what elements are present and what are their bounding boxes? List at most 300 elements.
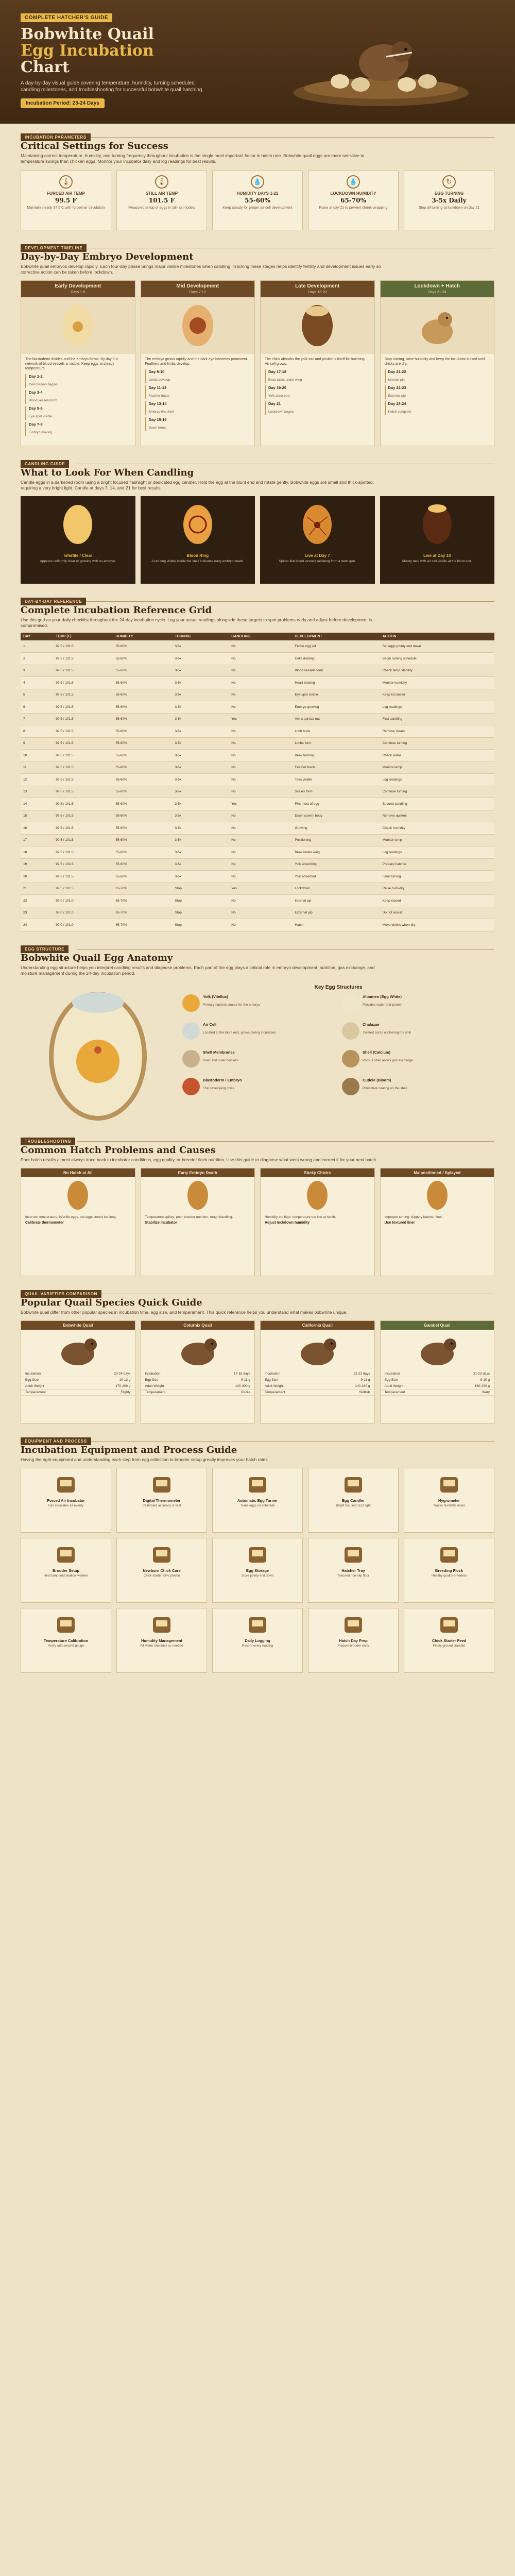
table-cell: 99.5 / 101.5 (53, 725, 113, 738)
equipment-icon (246, 1613, 269, 1637)
thermometer-icon: 🌡 (155, 175, 168, 189)
table-cell: 3-5x (172, 725, 229, 738)
table-cell: No (229, 737, 292, 750)
structure-key (342, 994, 494, 1018)
table-cell: 55-60% (113, 665, 173, 677)
structure-name: Air Cell (203, 1022, 217, 1027)
table-cell: Beak forming (292, 750, 380, 762)
table-cell: 99.5 / 101.5 (53, 653, 113, 665)
table-row (21, 883, 494, 895)
table-cell: Yolk absorbed (292, 871, 380, 883)
table-cell: No (229, 822, 292, 835)
table-cell: Yes (229, 798, 292, 810)
equipment-icon (150, 1613, 174, 1637)
table-cell: 1 (21, 640, 53, 653)
table-row (21, 640, 494, 653)
table-cell: 55-60% (113, 786, 173, 798)
equipment-text: Bright focused LED light (336, 1503, 371, 1507)
species-row: Incubation 17-18 days (141, 1371, 255, 1377)
species-row: Egg Size 10-12 g (21, 1377, 135, 1383)
table-cell: Remove clears (380, 725, 494, 738)
table-cell: External pip (292, 907, 380, 919)
table-cell: 3-5x (172, 761, 229, 774)
equipment-name: Breeding Flock (435, 1568, 464, 1573)
equipment-name: Hatch Day Prep (339, 1638, 368, 1643)
problem-card (260, 1168, 375, 1276)
structure-text: Located at the blunt end, grows during incubation (203, 1030, 277, 1035)
table-header: TEMP (F) (53, 633, 113, 640)
table-cell: Move chicks when dry (380, 919, 494, 931)
table-row (21, 871, 494, 883)
table-row (21, 895, 494, 907)
problem-causes: Incorrect temperature, infertile eggs, old eggs stored too long. (25, 1215, 117, 1219)
structure-text: The developing chick (203, 1086, 235, 1090)
table-row (21, 834, 494, 846)
table-cell: 99.5 / 101.5 (53, 665, 113, 677)
table-cell: No (229, 846, 292, 859)
structure-key (342, 1022, 494, 1046)
equipment-card (116, 1608, 207, 1673)
table-cell: No (229, 665, 292, 677)
table-cell: 3-5x (172, 810, 229, 822)
table-cell: Monitor temp (380, 761, 494, 774)
table-row (21, 665, 494, 677)
table-cell: 55-60% (113, 725, 173, 738)
phase-card: Early Development Days 1-6 The blastoderm divides and the embryo forms. By day 3 a network of blood vessels is visible. Keep eggs at steady temperature. Day 1-2 Cell division begins Day 3-4 Blood vessels form Day 5-6 Eye spot visible Day 7-8 Embryo moving (21, 280, 135, 446)
table-cell: 99.5 / 101.5 (53, 858, 113, 871)
table-cell: Set eggs pointy end down (380, 640, 494, 653)
table-cell: Stop (172, 907, 229, 919)
table-header: TURNING (172, 633, 229, 640)
table-cell: 99.0 / 101.0 (53, 919, 113, 931)
table-cell: 99.5 / 101.5 (53, 846, 113, 859)
section-description: Poor hatch results almost always trace back to incubator conditions, egg quality, or breeder flock nutrition. Use this guide to diagnose what went wrong and correct it for your next batch. (21, 1157, 377, 1162)
equipment-icon (341, 1473, 365, 1497)
table-cell: 55-60% (113, 858, 173, 871)
candling-section (0, 457, 515, 584)
table-row (21, 750, 494, 762)
table-row (21, 822, 494, 835)
species-row: Temperament Wary (381, 1389, 494, 1396)
table-cell: No (229, 677, 292, 689)
candling-card: Live at Day 14 Mostly dark with air cell visible at the blunt end. (380, 496, 495, 584)
table-cell: 99.5 / 101.5 (53, 761, 113, 774)
table-cell: Beak under wing (292, 846, 380, 859)
table-cell: 99.0 / 101.0 (53, 895, 113, 907)
table-cell: 99.5 / 101.5 (53, 883, 113, 895)
species-card (380, 1320, 495, 1423)
table-cell: First candling (380, 713, 494, 725)
table-cell: Internal pip (292, 895, 380, 907)
divider (77, 1141, 494, 1142)
species-name: Bobwhite Quail (21, 1321, 135, 1330)
equipment-name: Brooder Setup (52, 1568, 80, 1573)
table-cell: 3-5x (172, 871, 229, 883)
phase-card: Lockdown + Hatch Days 21-24 Stop turning, raise humidity and keep the incubator closed until chicks are dry. Day 21-22 Internal pip Day 22-23 External pip Day 23-24 Hatch complete (380, 280, 495, 446)
table-cell: 16 (21, 822, 53, 835)
table-cell: 99.5 / 101.5 (53, 701, 113, 714)
structure-key (182, 994, 335, 1018)
egg-icon (177, 300, 218, 351)
table-row (21, 761, 494, 774)
table-cell: 14 (21, 798, 53, 810)
structure-name: Shell Membranes (203, 1049, 235, 1055)
section-title: Critical Settings for Success (21, 141, 168, 151)
equipment-icon (437, 1473, 461, 1497)
equipment-card (21, 1468, 111, 1533)
key-structures-title: Key Egg Structures (314, 984, 363, 990)
table-cell: 3-5x (172, 846, 229, 859)
equipment-text: Chick starter 28% protein (143, 1573, 180, 1578)
structure-swatch (182, 1078, 200, 1095)
divider (77, 137, 494, 138)
table-cell: 3-5x (172, 713, 229, 725)
problem-fix: Calibrate thermometer (25, 1221, 64, 1225)
equipment-name: Chick Starter Feed (432, 1638, 467, 1643)
table-cell: Log readings (380, 846, 494, 859)
table-cell: 99.5 / 101.5 (53, 798, 113, 810)
table-cell: 55-60% (113, 737, 173, 750)
egg-icon (65, 1179, 91, 1212)
egg-icon (297, 300, 338, 351)
table-cell: 55-60% (113, 713, 173, 725)
table-cell: Growing (292, 822, 380, 835)
timeline-section (0, 242, 515, 446)
section-title: Bobwhite Quail Egg Anatomy (21, 952, 173, 963)
section-title: Incubation Equipment and Process Guide (21, 1444, 237, 1455)
table-cell: 3-5x (172, 677, 229, 689)
table-row (21, 919, 494, 931)
rotate-icon: ↻ (442, 175, 456, 189)
table-cell: No (229, 653, 292, 665)
table-cell: 12 (21, 774, 53, 786)
table-cell: 20 (21, 871, 53, 883)
table-cell: Prepare hatcher (380, 858, 494, 871)
problem-title: No Hatch at All (21, 1168, 135, 1177)
equipment-name: Temperature Calibration (43, 1638, 89, 1643)
table-cell: Veins spread out (292, 713, 380, 725)
quail-icon (414, 1332, 460, 1368)
table-header: ACTION (380, 633, 494, 640)
table-cell: 3-5x (172, 653, 229, 665)
table-cell: 55-60% (113, 871, 173, 883)
table-cell: 2 (21, 653, 53, 665)
table-cell: 3-5x (172, 834, 229, 846)
structure-swatch (342, 1078, 359, 1095)
table-cell: 3 (21, 665, 53, 677)
equipment-name: Daily Logging (245, 1638, 270, 1643)
problem-fix: Adjust lockdown humidity (265, 1221, 310, 1225)
section-title: Day-by-Day Embryo Development (21, 251, 194, 262)
table-cell: 8 (21, 725, 53, 738)
species-card (21, 1320, 135, 1423)
table-cell: No (229, 774, 292, 786)
equipment-name: Egg Storage (246, 1568, 269, 1573)
reference-table (21, 633, 494, 931)
section-description: Having the right equipment and understanding each step from egg collection to brooder setup greatly improves your hatch rates. (21, 1456, 269, 1462)
table-cell: Hatch (292, 919, 380, 931)
table-cell: 99.5 / 101.5 (53, 750, 113, 762)
table-cell: 55-60% (113, 689, 173, 701)
section-description: Bobwhite quail embryos develop rapidly. Each four-day phase brings major visible milestones when candling. Tracking these stages helps identify fertility and development issues early so corrective action can be taken before lockdown. (21, 264, 381, 275)
problem-causes: Humidity too high, temperature too low at hatch. (265, 1215, 336, 1219)
table-header: DEVELOPMENT (292, 633, 380, 640)
table-row (21, 701, 494, 714)
table-cell: Limb buds (292, 725, 380, 738)
equipment-text: Fill water channels as needed (140, 1643, 183, 1648)
section-tag: EGG STRUCTURE (21, 945, 68, 953)
structure-name: Albumen (Egg White) (363, 994, 402, 999)
section-tag: DAY-BY-DAY REFERENCE (21, 598, 86, 605)
equipment-card (212, 1538, 303, 1603)
table-cell: 99.5 / 101.5 (53, 834, 113, 846)
reference-grid-section (0, 595, 515, 931)
table-cell: Yes (229, 883, 292, 895)
table-cell: Do not assist (380, 907, 494, 919)
table-row (21, 798, 494, 810)
hero-header (0, 0, 515, 124)
structure-text: Provides water and protein (363, 1003, 403, 1007)
setting-card: 🌡 FORCED AIR TEMP 99.5 F Maintain steady 37.5 C with forced-air circulation (21, 171, 111, 230)
setting-card: 💧 LOCKDOWN HUMIDITY 65-70% Raise at day 21 to prevent shrink-wrapping (308, 171, 399, 230)
incubation-period-badge: Incubation Period: 23-24 Days (21, 98, 105, 108)
equipment-name: Egg Candler (341, 1498, 365, 1503)
phase-card: Late Development Days 13-20 The chick absorbs the yolk sac and positions itself for hatching. Air cell grows. Day 17-18 Beak tucks under wing Day 19-20 Yolk absorbed Day 21 Lockdown begins (260, 280, 375, 446)
table-cell: 99.5 / 101.5 (53, 713, 113, 725)
table-cell: Check water (380, 750, 494, 762)
equipment-icon (150, 1543, 174, 1567)
equipment-name: Humidity Management (141, 1638, 182, 1643)
table-cell: 3-5x (172, 774, 229, 786)
table-cell: 55-60% (113, 750, 173, 762)
table-cell: 55-60% (113, 640, 173, 653)
equipment-text: Prepare brooder early (337, 1643, 369, 1648)
section-title: Complete Incubation Reference Grid (21, 605, 212, 616)
problem-title: Sticky Chicks (261, 1168, 374, 1177)
table-cell: Final turning (380, 871, 494, 883)
table-cell: 55-60% (113, 834, 173, 846)
problem-title: Malpositioned / Splayed (381, 1168, 494, 1177)
table-cell: 55-60% (113, 761, 173, 774)
structure-text: Twisted cords anchoring the yolk (363, 1030, 411, 1035)
quail-icon (294, 1332, 340, 1368)
species-row: Temperament Docile (141, 1389, 255, 1396)
table-cell: Embryo growing (292, 701, 380, 714)
table-cell: Lockdown (292, 883, 380, 895)
table-cell: Keep closed (380, 895, 494, 907)
setting-card: 🌡 STILL AIR TEMP 101.5 F Measured at top of eggs in still-air models (116, 171, 207, 230)
table-cell: Toes visible (292, 774, 380, 786)
species-row: Temperament Flighty (21, 1389, 135, 1396)
table-cell: Log readings (380, 701, 494, 714)
table-cell: 65-70% (113, 883, 173, 895)
table-cell: 99.5 / 101.5 (53, 689, 113, 701)
section-description: Candle eggs in a darkened room using a bright focused flashlight or dedicated egg candler. Hold the egg at the blunt end and rotate gently. Bobwhite eggs are small and thick-spotted, requiring a very bright light. Candle at days 7, 14, and 21 for best results. (21, 480, 374, 490)
table-cell: Scales form (292, 786, 380, 798)
equipment-section (0, 1435, 515, 1673)
equipment-card (404, 1468, 494, 1533)
equipment-icon (341, 1543, 365, 1567)
equipment-icon (437, 1543, 461, 1567)
table-cell: No (229, 810, 292, 822)
equipment-text: Heat lamp and shallow waterer (43, 1573, 89, 1578)
equipment-text: Finely ground crumble (433, 1643, 466, 1648)
table-cell: Yes (229, 713, 292, 725)
egg-icon (304, 1179, 330, 1212)
table-cell: 99.0 / 101.0 (53, 907, 113, 919)
species-name: Gambel Quail (381, 1321, 494, 1330)
problem-fix: Stabilize incubator (145, 1221, 177, 1225)
table-row (21, 653, 494, 665)
thermometer-icon: 🌡 (59, 175, 73, 189)
equipment-card (116, 1468, 207, 1533)
equipment-card (308, 1608, 399, 1673)
table-cell: No (229, 640, 292, 653)
table-cell: Stop (172, 895, 229, 907)
species-row: Egg Size 9-11 g (141, 1377, 255, 1383)
species-row: Adult Weight 160-200 g (381, 1383, 494, 1389)
equipment-card (308, 1538, 399, 1603)
equipment-icon (54, 1473, 78, 1497)
table-cell: 55-60% (113, 701, 173, 714)
table-cell: Blood vessels form (292, 665, 380, 677)
table-cell: 15 (21, 810, 53, 822)
quail-nest-illustration (283, 21, 479, 108)
table-cell: No (229, 858, 292, 871)
species-row: Adult Weight 170-200 g (21, 1383, 135, 1389)
table-row (21, 858, 494, 871)
structure-name: Blastoderm / Embryo (203, 1077, 242, 1082)
table-cell: 55-60% (113, 774, 173, 786)
table-cell: Eye spot visible (292, 689, 380, 701)
structure-name: Cuticle (Bloom) (363, 1077, 391, 1082)
problem-card (380, 1168, 495, 1276)
table-cell: No (229, 907, 292, 919)
table-cell: 10 (21, 750, 53, 762)
table-cell: 11 (21, 761, 53, 774)
table-cell: 55-60% (113, 798, 173, 810)
table-cell: Stop (172, 883, 229, 895)
table-cell: 55-60% (113, 846, 173, 859)
structure-swatch (182, 1050, 200, 1067)
table-cell: No (229, 761, 292, 774)
table-cell: 99.5 / 101.5 (53, 871, 113, 883)
table-cell: 99.5 / 101.5 (53, 822, 113, 835)
section-description: Maintaining correct temperature, humidity, and turning frequency throughout incubation is the single most important factor in hatch rate. Bobwhite quail eggs are more sensitive to temperature swings than chicken eggs. Monitor your incubator daily and log readings for best results. (21, 153, 365, 164)
table-cell: 3-5x (172, 737, 229, 750)
equipment-text: Record every reading (242, 1643, 273, 1648)
table-cell: 24 (21, 919, 53, 931)
problem-card (21, 1168, 135, 1276)
section-tag: DEVELOPMENT TIMELINE (21, 244, 87, 252)
divider (77, 949, 494, 950)
table-cell: 65-70% (113, 907, 173, 919)
structure-text: Inner and outer barriers (203, 1058, 238, 1062)
section-title: Common Hatch Problems and Causes (21, 1144, 216, 1156)
table-row (21, 713, 494, 725)
table-header: CANDLING (229, 633, 292, 640)
structure-text: Porous shell allows gas exchange (363, 1058, 413, 1062)
structure-swatch (342, 1022, 359, 1040)
table-cell: 6 (21, 701, 53, 714)
table-cell: 65-70% (113, 919, 173, 931)
structure-swatch (342, 1050, 359, 1067)
table-cell: 3-5x (172, 665, 229, 677)
structure-swatch (342, 994, 359, 1012)
quail-icon (55, 1332, 101, 1368)
table-cell: 99.5 / 101.5 (53, 640, 113, 653)
problem-causes: Improper turning, slippery hatcher floor. (384, 1215, 443, 1219)
droplet-icon: 💧 (251, 175, 264, 189)
table-cell: 55-60% (113, 653, 173, 665)
table-cell: No (229, 786, 292, 798)
table-cell: 99.5 / 101.5 (53, 677, 113, 689)
table-cell: 4 (21, 677, 53, 689)
species-name: Coturnix Quail (141, 1321, 255, 1330)
table-cell: Check temp stability (380, 665, 494, 677)
table-cell: 3-5x (172, 750, 229, 762)
equipment-text: Healthy quality breeders (432, 1573, 467, 1578)
species-row: Incubation 21-23 days (381, 1371, 494, 1377)
section-description: Understanding egg structure helps you interpret candling results and diagnose problems. Each part of the egg plays a critical role in embryo development, nutrition, gas exchange, and moisture management during the 24-day incubation period. (21, 964, 375, 976)
dark-egg-icon (419, 501, 455, 548)
structure-key (182, 1022, 335, 1046)
blood-ring-egg-icon (180, 501, 216, 548)
anatomy-section (0, 943, 515, 1126)
equipment-card (212, 1608, 303, 1673)
egg-icon (185, 1179, 211, 1212)
section-tag: CANDLING GUIDE (21, 460, 69, 468)
table-cell: 19 (21, 858, 53, 871)
equipment-name: Hatcher Tray (341, 1568, 365, 1573)
table-cell: 3-5x (172, 786, 229, 798)
table-cell: 3-5x (172, 701, 229, 714)
table-cell: 3-5x (172, 858, 229, 871)
table-cell: 3-5x (172, 822, 229, 835)
structure-text: Primary nutrient source for the embryo (203, 1003, 260, 1007)
section-title: What to Look For When Candling (21, 467, 194, 478)
droplet-icon: 💧 (347, 175, 360, 189)
chick-icon (414, 300, 460, 351)
table-cell: No (229, 750, 292, 762)
table-cell: No (229, 725, 292, 738)
table-cell: Second candling (380, 798, 494, 810)
table-cell: 22 (21, 895, 53, 907)
table-cell: 3-5x (172, 798, 229, 810)
equipment-icon (54, 1613, 78, 1637)
equipment-icon (437, 1613, 461, 1637)
table-cell: No (229, 871, 292, 883)
problems-section (0, 1135, 515, 1276)
table-row (21, 774, 494, 786)
equipment-name: Newborn Chick Care (143, 1568, 181, 1573)
species-section (0, 1287, 515, 1423)
page-title: Bobwhite Quail Egg Incubation Chart (21, 25, 154, 76)
section-tag: TROUBLESHOOTING (21, 1138, 75, 1145)
species-row: Incubation 23-24 days (21, 1371, 135, 1377)
table-header: HUMIDITY (113, 633, 173, 640)
table-row (21, 846, 494, 859)
table-cell: Cells dividing (292, 653, 380, 665)
equipment-name: Automatic Egg Turner (237, 1498, 278, 1503)
table-row (21, 907, 494, 919)
equipment-text: Tracks humidity levels (433, 1503, 465, 1507)
table-cell: 13 (21, 786, 53, 798)
table-cell: Continue turning (380, 786, 494, 798)
equipment-name: Hygrometer (438, 1498, 460, 1503)
equipment-text: Verify with second gauge (47, 1643, 84, 1648)
structure-name: Shell (Calcium) (363, 1049, 391, 1055)
